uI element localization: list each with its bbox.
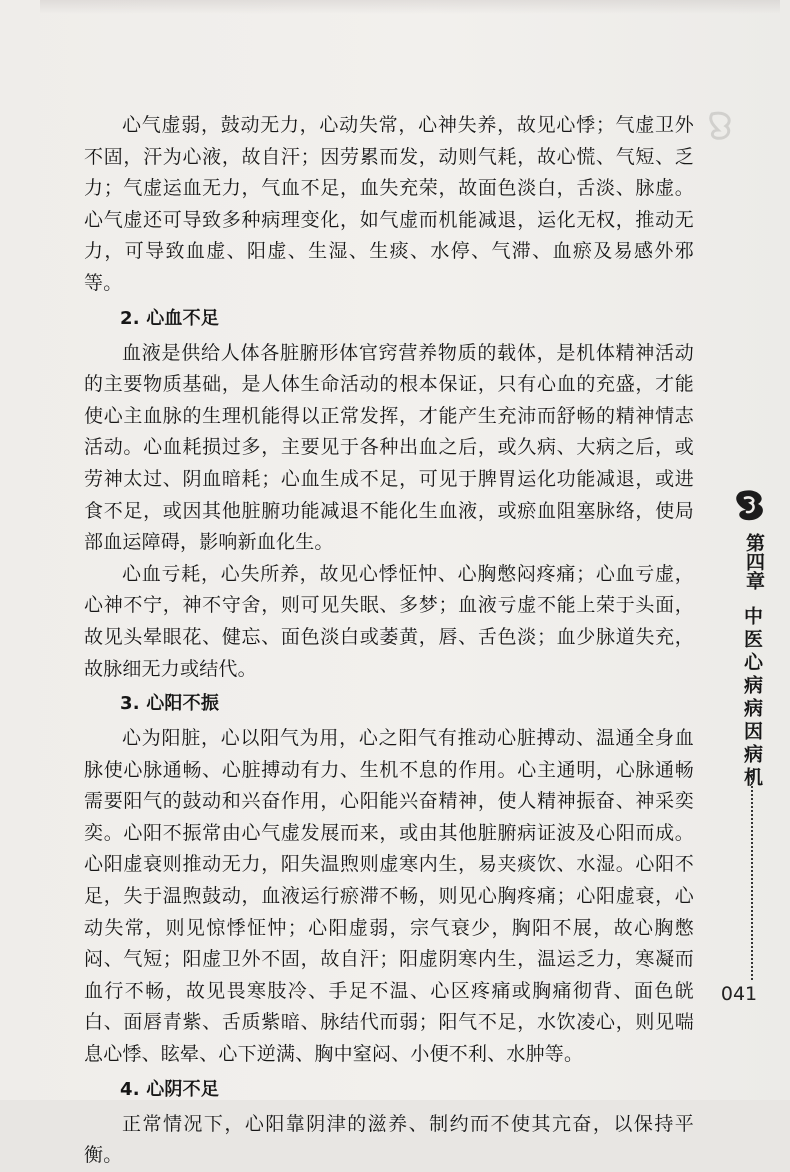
- body-text: [84, 110, 694, 1172]
- paragraph-heart-blood-symptoms: 心血亏耗，心失所养，故见心悸怔忡、心胸憋闷疼痛；心血亏虚，心神不宁，神不守舍，则可见失眠、多梦；血液亏虚不能上荣于头面，故见头晕眼花、健忘、面色淡白或萎黄，唇、舌色淡；血少脉道失充，故脉细无力或结代。: [84, 562, 694, 680]
- paragraph-heart-qi-deficiency: 心气虚弱，鼓动无力，心动失常，心神失养，故见心悸；气虚卫外不固，汗为心液，故自汗；因劳累而发，动则气耗，故心慌、气短、乏力；气虚运血无力，气血不足，血失充荣，故面色淡白，舌淡、脉虚。心气虚还可导致多种病理变化，如气虚而机能减退，运化无权，推动无力，可导致血虚、阳虚、生湿、生痰、水停、气滞、血瘀及易感外邪等。: [84, 114, 694, 294]
- cloud-scroll-icon: [732, 488, 770, 524]
- chapter-label: 第四章: [743, 533, 765, 590]
- section-heading-heart-yang-insufficiency: 3. 心阳不振: [120, 693, 220, 715]
- paragraph-heart-blood-intro: 血液是供给人体各脏腑形体官窍营养物质的载体，是机体精神活动的主要物质基础，是人体生命活动的根本保证，只有心血的充盛，才能使心主血脉的生理机能得以正常发挥，才能产生充沛而舒畅的精神情志活动。心血耗损过多，主要见于各种出血之后，或久病、大病之后，或劳神太过、阴血暗耗；心血生成不足，可见于脾胃运化功能减退，或进食不足，或因其他脏腑功能减退不能化生血液，或瘀血阻塞脉络，使局部血运障碍，影响新血化生。: [84, 341, 694, 554]
- page-number: 041: [720, 983, 758, 1005]
- paragraph-heart-yang: 心为阳脏，心以阳气为用，心之阳气有推动心脏搏动、温通全身血脉使心脉通畅、心脏搏动有力、生机不息的作用。心主通明，心脉通畅需要阳气的鼓动和兴奋作用，心阳能兴奋精神，使人精神振奋、神采奕奕。心阳不振常由心气虚发展而来，或由其他脏腑病证波及心阳而成。心阳虚衰则推动无力，阳失温煦则虚寒内生，易夹痰饮、水湿。心阳不足，失于温煦鼓动，血液运行瘀滞不畅，则见心胸疼痛；心阳虚衰，心动失常，则见惊悸怔忡；心阳虚弱，宗气衰少，胸阳不展，故心胸憋闷、气短；阳虚卫外不固，故自汗；阳虚阴寒内生，温运乏力，寒凝而血行不畅，故见畏寒肢冷、手足不温、心区疼痛或胸痛彻背、面色㿠白、面唇青紫、舌质紫暗、脉结代而弱；阳气不足，水饮凌心，则见喘息心悸、眩晕、心下逆满、胸中窒闷、小便不利、水肿等。: [84, 727, 694, 1066]
- section-heading-heart-yin-insufficiency: 4. 心阴不足: [120, 1078, 220, 1100]
- paragraph-heart-yin: 正常情况下，心阳靠阴津的滋养、制约而不使其亢奋，以保持平衡。: [84, 1112, 694, 1167]
- dotted-divider: [751, 770, 753, 980]
- chapter-sidebar: [706, 0, 766, 1100]
- chapter-title: 中医心病病因病机: [741, 606, 763, 790]
- page-top-shadow: [40, 0, 780, 14]
- section-heading-heart-blood-insufficiency: 2. 心血不足: [120, 307, 220, 329]
